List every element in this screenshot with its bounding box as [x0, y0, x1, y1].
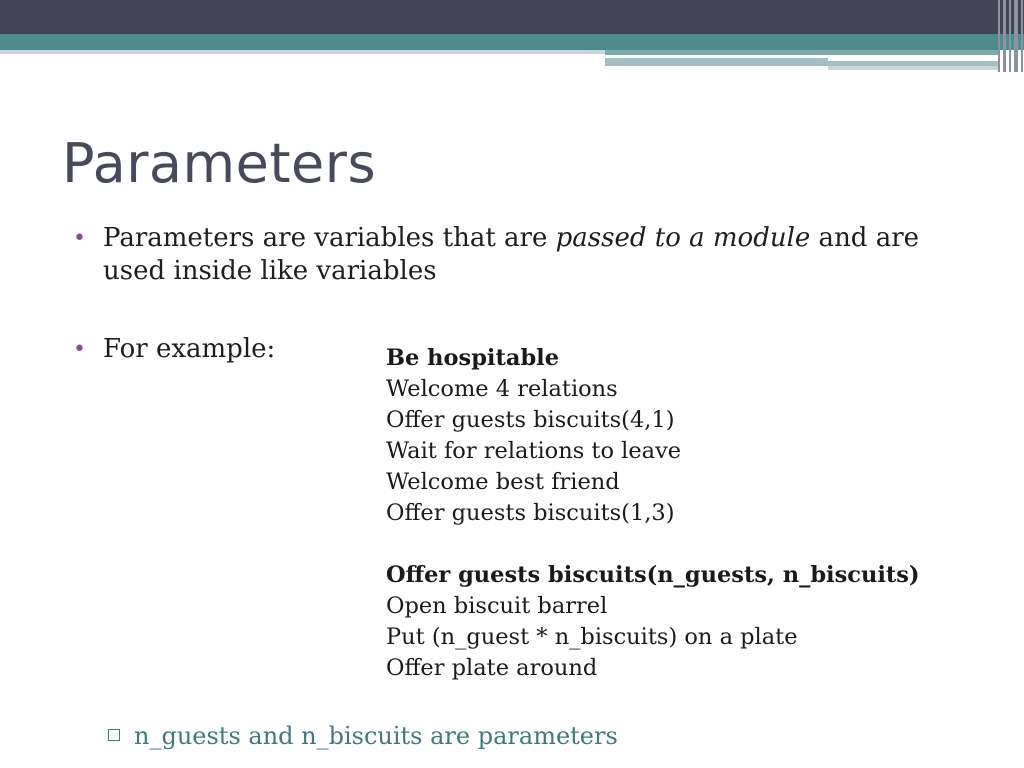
example-line: Welcome 4 relations [386, 376, 618, 402]
bullet2-text: For example: [103, 334, 276, 364]
example-heading-be-hospitable: Be hospitable [386, 345, 560, 371]
header-bar-shadow [0, 50, 605, 54]
header-bar-dark [0, 0, 1024, 34]
bullet1-text-after: and are used inside like variables [103, 223, 920, 286]
sub-bullet-parameters-note [108, 722, 618, 750]
bullet-parameters-definition [73, 222, 963, 288]
header-bar-accent-c [828, 58, 1000, 61]
bullet-dot-icon: • [73, 337, 86, 362]
header-vertical-stripes [996, 0, 1024, 72]
example-line: Offer guests biscuits(4,1) [386, 407, 675, 433]
square-bullet-icon [108, 729, 120, 741]
example-line: Welcome best friend [386, 469, 620, 495]
slide-title: Parameters [62, 132, 377, 195]
bullet1-text-before: Parameters are variables that are [103, 223, 556, 253]
example-line: Put (n_guest * n_biscuits) on a plate [386, 624, 798, 650]
header-bar-teal [0, 34, 1024, 50]
header-bar-accent-a [605, 50, 1000, 55]
example-line: Open biscuit barrel [386, 593, 608, 619]
sub-bullet-text: n_guests and n_biscuits are parameters [134, 722, 618, 750]
example-pseudocode [386, 343, 920, 684]
bullet-dot-icon: • [73, 226, 86, 251]
example-spacer [386, 529, 920, 560]
example-line: Offer guests biscuits(1,3) [386, 500, 675, 526]
bullet-for-example [73, 333, 363, 366]
example-line: Wait for relations to leave [386, 438, 682, 464]
bullet1-emphasis: passed to a module [555, 223, 811, 253]
example-line: Offer plate around [386, 655, 598, 681]
example-heading-offer-biscuits: Offer guests biscuits(n_guests, n_biscuits) [386, 562, 920, 588]
header-bar-accent-d [828, 66, 1000, 70]
